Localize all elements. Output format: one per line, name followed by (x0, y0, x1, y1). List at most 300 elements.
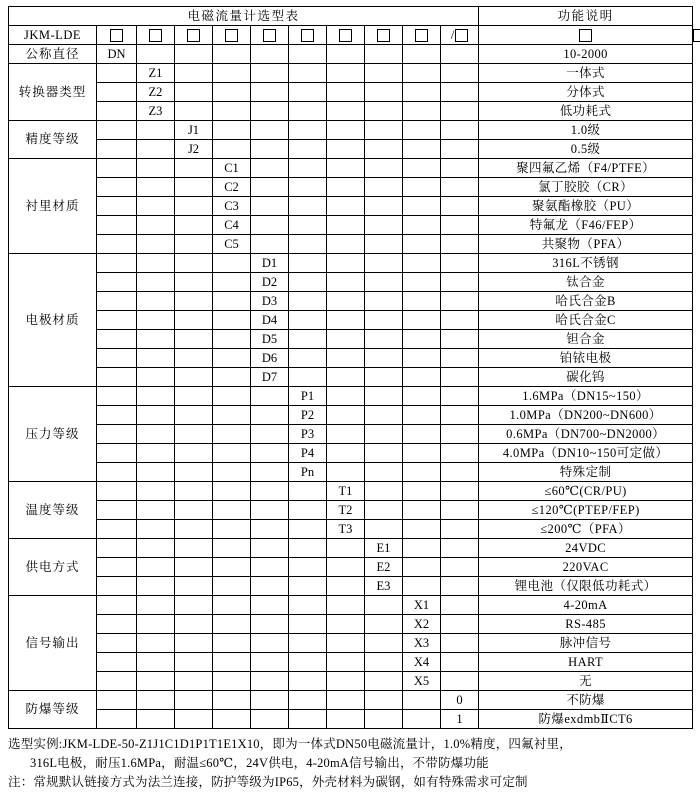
model-box-checkbox[interactable] (301, 29, 314, 42)
spacer-cell (137, 615, 175, 634)
spacer-cell (175, 615, 213, 634)
model-box-1[interactable] (97, 26, 137, 45)
spacer-cell (175, 349, 213, 368)
spacer-cell (213, 273, 251, 292)
spacer-cell (213, 387, 251, 406)
spacer-cell (327, 159, 365, 178)
spacer-cell (97, 425, 137, 444)
option-description: 碳化钨 (479, 368, 693, 387)
option-code[interactable]: P3 (289, 425, 327, 444)
spacer-cell (97, 539, 137, 558)
option-description: 聚四氟乙烯（F4/PTFE） (479, 159, 693, 178)
spacer-cell (327, 254, 365, 273)
spacer-cell (213, 520, 251, 539)
spacer-cell (441, 463, 479, 482)
spacer-cell (97, 140, 137, 159)
spacer-cell (365, 45, 403, 64)
spacer-cell (213, 577, 251, 596)
table-row (9, 197, 693, 216)
spacer-cell (251, 558, 289, 577)
model-box-checkbox[interactable] (110, 29, 123, 42)
option-description: 一体式 (479, 64, 693, 83)
option-description: 特殊定制 (479, 463, 693, 482)
spacer-cell (289, 311, 327, 330)
spacer-cell (441, 444, 479, 463)
option-code[interactable]: P1 (289, 387, 327, 406)
spacer-cell (251, 216, 289, 235)
model-box-8[interactable] (365, 26, 403, 45)
spacer-cell (327, 197, 365, 216)
spacer-cell (327, 596, 365, 615)
spacer-cell (365, 121, 403, 140)
model-box-7[interactable] (327, 26, 365, 45)
spacer-cell (97, 368, 137, 387)
option-description: 特氟龙（F46/FEP） (479, 216, 693, 235)
spacer-cell (365, 368, 403, 387)
model-box-checkbox[interactable] (339, 29, 352, 42)
spacer-cell (327, 273, 365, 292)
table-row (9, 292, 693, 311)
option-code[interactable]: D7 (251, 368, 289, 387)
spacer-cell (251, 463, 289, 482)
spacer-cell (175, 159, 213, 178)
spacer-cell (403, 64, 441, 83)
spacer-cell (137, 121, 175, 140)
spacer-cell (441, 292, 479, 311)
table-row (9, 444, 693, 463)
option-description: 无 (479, 672, 693, 691)
spacer-cell (213, 140, 251, 159)
spacer-cell (289, 596, 327, 615)
spacer-cell (365, 292, 403, 311)
table-row (9, 140, 693, 159)
spacer-cell (403, 292, 441, 311)
spacer-cell (365, 235, 403, 254)
spacer-cell (403, 406, 441, 425)
spacer-cell (289, 216, 327, 235)
spacer-cell (251, 425, 289, 444)
spacer-cell (97, 330, 137, 349)
model-box-checkbox[interactable] (187, 29, 200, 42)
spacer-cell (327, 463, 365, 482)
spacer-cell (175, 558, 213, 577)
option-code[interactable]: 1 (441, 710, 479, 729)
option-description: HART (479, 653, 693, 672)
spacer-cell (327, 292, 365, 311)
model-box-checkbox[interactable] (693, 29, 700, 42)
table-row (9, 710, 693, 729)
spacer-cell (175, 387, 213, 406)
spacer-cell (365, 64, 403, 83)
spacer-cell (97, 349, 137, 368)
spacer-cell (365, 311, 403, 330)
table-row (9, 539, 693, 558)
spacer-cell (289, 235, 327, 254)
option-code[interactable]: D4 (251, 311, 289, 330)
spacer-cell (213, 102, 251, 121)
spacer-cell (137, 159, 175, 178)
option-code[interactable]: J2 (175, 140, 213, 159)
spacer-cell (441, 482, 479, 501)
spacer-cell (327, 140, 365, 159)
option-code[interactable]: X4 (403, 653, 441, 672)
spacer-cell (365, 615, 403, 634)
option-description: 脉冲信号 (479, 634, 693, 653)
table-row (9, 235, 693, 254)
spacer-cell (441, 45, 479, 64)
spacer-cell (289, 615, 327, 634)
spacer-cell (137, 691, 175, 710)
spacer-cell (403, 558, 441, 577)
table-row (9, 45, 693, 64)
table-row (9, 311, 693, 330)
spacer-cell (213, 634, 251, 653)
spacer-cell (137, 216, 175, 235)
option-code[interactable]: D2 (251, 273, 289, 292)
spacer-cell (175, 254, 213, 273)
spacer-cell (441, 520, 479, 539)
option-description: 4-20mA (479, 596, 693, 615)
model-box-checkbox[interactable] (579, 29, 592, 42)
spacer-cell (175, 235, 213, 254)
model-box-5[interactable] (251, 26, 289, 45)
spacer-cell (289, 672, 327, 691)
option-code[interactable]: D1 (251, 254, 289, 273)
spacer-cell (441, 387, 479, 406)
spacer-cell (403, 197, 441, 216)
spacer-cell (251, 577, 289, 596)
note-example-line1: 选型实例:JKM-LDE-50-Z1J1C1D1P1T1E1X10，即为一体式DN50电磁流量计，1.0%精度，四氟衬里， (8, 737, 572, 751)
model-box-11[interactable] (479, 26, 693, 45)
option-code[interactable]: C1 (213, 159, 251, 178)
table-row (9, 216, 693, 235)
spacer-cell (327, 216, 365, 235)
table-row (9, 406, 693, 425)
spacer-cell (441, 64, 479, 83)
spacer-cell (175, 311, 213, 330)
table-row (9, 653, 693, 672)
table-row (9, 501, 693, 520)
model-box-checkbox[interactable] (455, 29, 468, 42)
row-group-label: 供电方式 (9, 539, 97, 596)
spacer-cell (251, 615, 289, 634)
option-code[interactable]: T3 (327, 520, 365, 539)
spacer-cell (251, 710, 289, 729)
spacer-cell (289, 558, 327, 577)
spacer-cell (251, 596, 289, 615)
spacer-cell (403, 121, 441, 140)
spacer-cell (213, 653, 251, 672)
option-code[interactable]: C5 (213, 235, 251, 254)
spacer-cell (327, 672, 365, 691)
spacer-cell (137, 482, 175, 501)
spacer-cell (137, 45, 175, 64)
spacer-cell (175, 273, 213, 292)
spacer-cell (97, 311, 137, 330)
option-code[interactable]: Z1 (137, 64, 175, 83)
spacer-cell (365, 83, 403, 102)
spacer-cell (97, 558, 137, 577)
spacer-cell (175, 653, 213, 672)
spacer-cell (137, 349, 175, 368)
spacer-cell (251, 83, 289, 102)
spacer-cell (251, 159, 289, 178)
option-code[interactable]: C4 (213, 216, 251, 235)
spacer-cell (289, 254, 327, 273)
spacer-cell (289, 330, 327, 349)
spacer-cell (403, 444, 441, 463)
spacer-cell (441, 368, 479, 387)
spacer-cell (327, 102, 365, 121)
option-description: 哈氏合金C (479, 311, 693, 330)
option-description: ≤200℃（PFA） (479, 520, 693, 539)
model-box-checkbox[interactable] (263, 29, 276, 42)
spacer-cell (213, 311, 251, 330)
spacer-cell (403, 216, 441, 235)
spacer-cell (213, 615, 251, 634)
spacer-cell (251, 406, 289, 425)
option-description: 低功耗式 (479, 102, 693, 121)
spacer-cell (327, 406, 365, 425)
model-box-2[interactable] (137, 26, 175, 45)
spacer-cell (441, 254, 479, 273)
table-row (9, 425, 693, 444)
spacer-cell (97, 672, 137, 691)
spacer-cell (441, 140, 479, 159)
spacer-cell (403, 254, 441, 273)
spacer-cell (441, 539, 479, 558)
spacer-cell (97, 634, 137, 653)
option-description: 10-2000 (479, 45, 693, 64)
spacer-cell (175, 197, 213, 216)
spacer-cell (213, 368, 251, 387)
spacer-cell (289, 691, 327, 710)
model-box-checkbox[interactable] (149, 29, 162, 42)
table-row (9, 178, 693, 197)
option-description: 1.6MPa（DN15~150） (479, 387, 693, 406)
option-description: 不防爆 (479, 691, 693, 710)
spacer-cell (289, 653, 327, 672)
spacer-cell (327, 577, 365, 596)
option-description: 24VDC (479, 539, 693, 558)
spacer-cell (137, 520, 175, 539)
spacer-cell (441, 159, 479, 178)
spacer-cell (137, 501, 175, 520)
spacer-cell (213, 292, 251, 311)
spacer-cell (175, 368, 213, 387)
spacer-cell (441, 653, 479, 672)
option-code[interactable]: X5 (403, 672, 441, 691)
row-group-label: 转换器类型 (9, 64, 97, 121)
option-code[interactable]: X3 (403, 634, 441, 653)
spacer-cell (403, 463, 441, 482)
spacer-cell (97, 691, 137, 710)
spacer-cell (137, 596, 175, 615)
option-code[interactable]: P2 (289, 406, 327, 425)
option-code[interactable]: P4 (289, 444, 327, 463)
spacer-cell (175, 178, 213, 197)
table-title: 电磁流量计选型表 (9, 7, 479, 26)
option-description: 锂电池（仅限低功耗式） (479, 577, 693, 596)
spacer-cell (365, 672, 403, 691)
spacer-cell (365, 444, 403, 463)
option-code[interactable]: C2 (213, 178, 251, 197)
spacer-cell (137, 634, 175, 653)
spacer-cell (213, 672, 251, 691)
spacer-cell (251, 45, 289, 64)
spacer-cell (441, 596, 479, 615)
table-row (9, 83, 693, 102)
spacer-cell (175, 596, 213, 615)
spacer-cell (97, 710, 137, 729)
spacer-cell (327, 539, 365, 558)
option-description: 220VAC (479, 558, 693, 577)
spacer-cell (441, 216, 479, 235)
table-row (9, 558, 693, 577)
spacer-cell (97, 444, 137, 463)
option-code[interactable]: D6 (251, 349, 289, 368)
spacer-cell (97, 121, 137, 140)
spacer-cell (213, 691, 251, 710)
spacer-cell (327, 349, 365, 368)
spacer-cell (289, 102, 327, 121)
spacer-cell (175, 292, 213, 311)
function-desc-header: 功能说明 (479, 7, 693, 26)
row-group-label: 防爆等级 (9, 691, 97, 729)
spacer-cell (137, 368, 175, 387)
option-code[interactable]: X1 (403, 596, 441, 615)
spacer-cell (365, 254, 403, 273)
spacer-cell (289, 539, 327, 558)
option-description: 聚氨酯橡胶（PU） (479, 197, 693, 216)
model-box-checkbox[interactable] (415, 29, 428, 42)
option-code[interactable]: E3 (365, 577, 403, 596)
model-box-6[interactable] (289, 26, 327, 45)
spacer-cell (327, 558, 365, 577)
option-code[interactable]: T1 (327, 482, 365, 501)
table-row (9, 577, 693, 596)
table-row (9, 159, 693, 178)
option-description: 防爆exdmbⅡCT6 (479, 710, 693, 729)
row-group-label: 衬里材质 (9, 159, 97, 254)
spacer-cell (441, 558, 479, 577)
spacer-cell (97, 64, 137, 83)
row-group-label: 精度等级 (9, 121, 97, 159)
spacer-cell (289, 197, 327, 216)
table-row (9, 121, 693, 140)
spacer-cell (327, 387, 365, 406)
spacer-cell (403, 520, 441, 539)
spacer-cell (137, 330, 175, 349)
spacer-cell (289, 292, 327, 311)
table-row (9, 330, 693, 349)
spacer-cell (251, 140, 289, 159)
table-row (9, 254, 693, 273)
option-code[interactable]: D5 (251, 330, 289, 349)
note-example-line2: 316L电极，耐压1.6MPa，耐温≤60℃，24V供电，4-20mA信号输出，不带防爆功能 (30, 755, 489, 770)
table-row (9, 672, 693, 691)
spacer-cell (137, 311, 175, 330)
spacer-cell (251, 672, 289, 691)
model-box-checkbox[interactable] (225, 29, 238, 42)
option-code[interactable]: DN (97, 45, 137, 64)
spacer-cell (403, 425, 441, 444)
option-code[interactable]: C3 (213, 197, 251, 216)
spacer-cell (251, 539, 289, 558)
model-box-3[interactable] (175, 26, 213, 45)
spacer-cell (251, 520, 289, 539)
spacer-cell (97, 577, 137, 596)
option-code[interactable]: Z2 (137, 83, 175, 102)
option-description: RS-485 (479, 615, 693, 634)
row-group-label: 温度等级 (9, 482, 97, 539)
option-code[interactable]: T2 (327, 501, 365, 520)
spacer-cell (289, 710, 327, 729)
note-default-line: 注：常规默认链接方式为法兰连接，防护等级为IP65，外壳材料为碳钢，如有特殊需求可定制 (8, 774, 528, 789)
spacer-cell (175, 406, 213, 425)
spacer-cell (137, 710, 175, 729)
option-code[interactable]: 0 (441, 691, 479, 710)
spacer-cell (327, 121, 365, 140)
spacer-cell (403, 140, 441, 159)
spacer-cell (289, 64, 327, 83)
option-code[interactable]: E2 (365, 558, 403, 577)
spacer-cell (403, 368, 441, 387)
spacer-cell (175, 520, 213, 539)
spacer-cell (137, 539, 175, 558)
spacer-cell (441, 83, 479, 102)
option-code[interactable]: D3 (251, 292, 289, 311)
model-box-9[interactable] (403, 26, 441, 45)
table-row (9, 349, 693, 368)
spacer-cell (213, 596, 251, 615)
option-code[interactable]: E1 (365, 539, 403, 558)
spacer-cell (327, 368, 365, 387)
spacer-cell (251, 121, 289, 140)
option-code[interactable]: Z3 (137, 102, 175, 121)
model-separator: / (441, 26, 479, 45)
table-row (9, 463, 693, 482)
spacer-cell (175, 691, 213, 710)
spacer-cell (251, 387, 289, 406)
spacer-cell (175, 539, 213, 558)
spacer-cell (441, 501, 479, 520)
spacer-cell (365, 406, 403, 425)
option-code[interactable]: X2 (403, 615, 441, 634)
spacer-cell (175, 463, 213, 482)
spacer-cell (137, 235, 175, 254)
spacer-cell (403, 178, 441, 197)
spacer-cell (137, 558, 175, 577)
spacer-cell (137, 254, 175, 273)
option-description: 分体式 (479, 83, 693, 102)
spacer-cell (175, 45, 213, 64)
option-description: 4.0MPa（DN10~150可定做） (479, 444, 693, 463)
option-code[interactable]: J1 (175, 121, 213, 140)
option-code[interactable]: Pn (289, 463, 327, 482)
model-box-checkbox[interactable] (377, 29, 390, 42)
table-row (9, 634, 693, 653)
model-box-4[interactable] (213, 26, 251, 45)
spacer-cell (213, 45, 251, 64)
spacer-cell (441, 273, 479, 292)
spacer-cell (327, 330, 365, 349)
spacer-cell (175, 710, 213, 729)
spacer-cell (97, 406, 137, 425)
spacer-cell (175, 83, 213, 102)
spacer-cell (365, 425, 403, 444)
spacer-cell (251, 501, 289, 520)
